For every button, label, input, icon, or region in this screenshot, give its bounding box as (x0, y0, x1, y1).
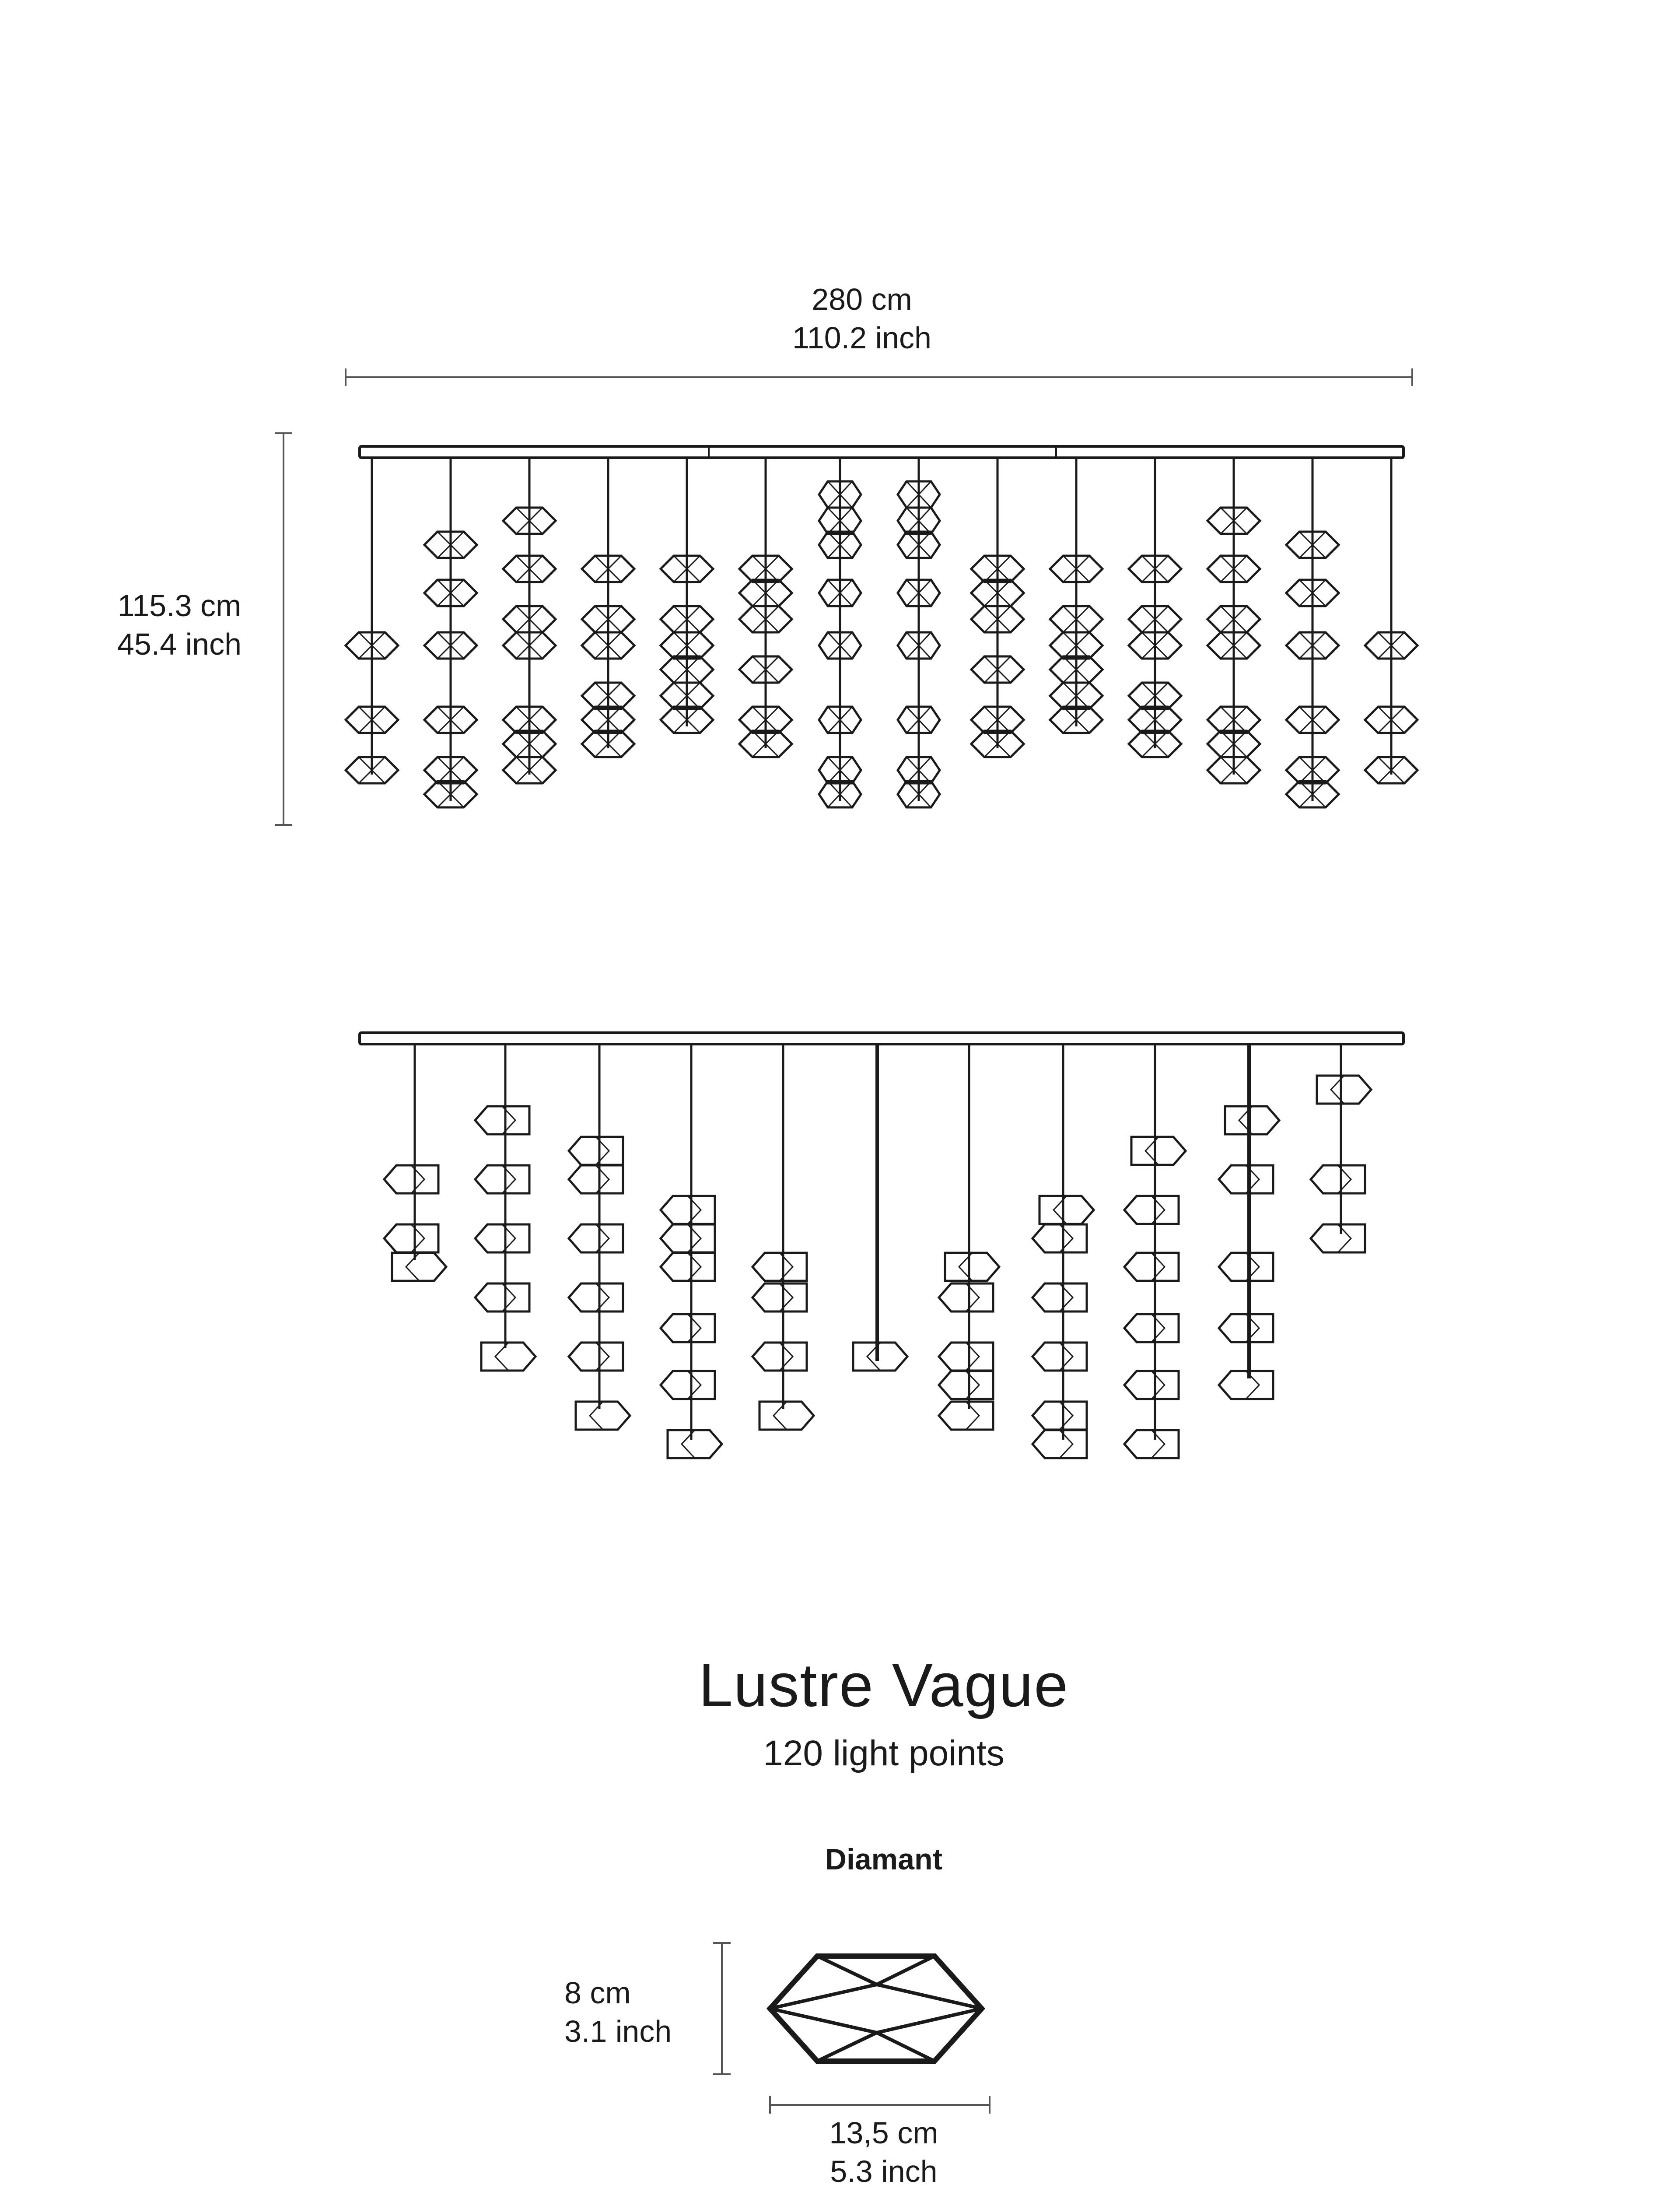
front-height-cm: 115.3 cm (117, 589, 242, 623)
crystal-name: Diamant (825, 1843, 943, 1876)
crystal-height-cm: 8 cm (564, 1976, 631, 2010)
front-width-cm: 280 cm (812, 282, 912, 316)
diamant-crystal-detail (770, 1956, 982, 2061)
product-light-points: 120 light points (763, 1733, 1004, 1773)
crystal-width-inch: 5.3 inch (830, 2154, 938, 2188)
crystal-width-cm: 13,5 cm (829, 2116, 938, 2150)
front-height-dimension (275, 433, 292, 825)
side-view-chandelier (360, 1033, 1404, 1458)
front-width-inch: 110.2 inch (792, 321, 931, 355)
crystal-width-dimension (770, 2096, 990, 2114)
front-view-chandelier (346, 446, 1418, 807)
crystal-height-inch: 3.1 inch (564, 2014, 672, 2048)
product-title: Lustre Vague (698, 1651, 1069, 1719)
crystal-height-dimension (713, 1943, 731, 2074)
front-width-dimension (346, 368, 1412, 386)
front-height-inch: 45.4 inch (117, 627, 242, 661)
front-crystals (346, 481, 1418, 807)
